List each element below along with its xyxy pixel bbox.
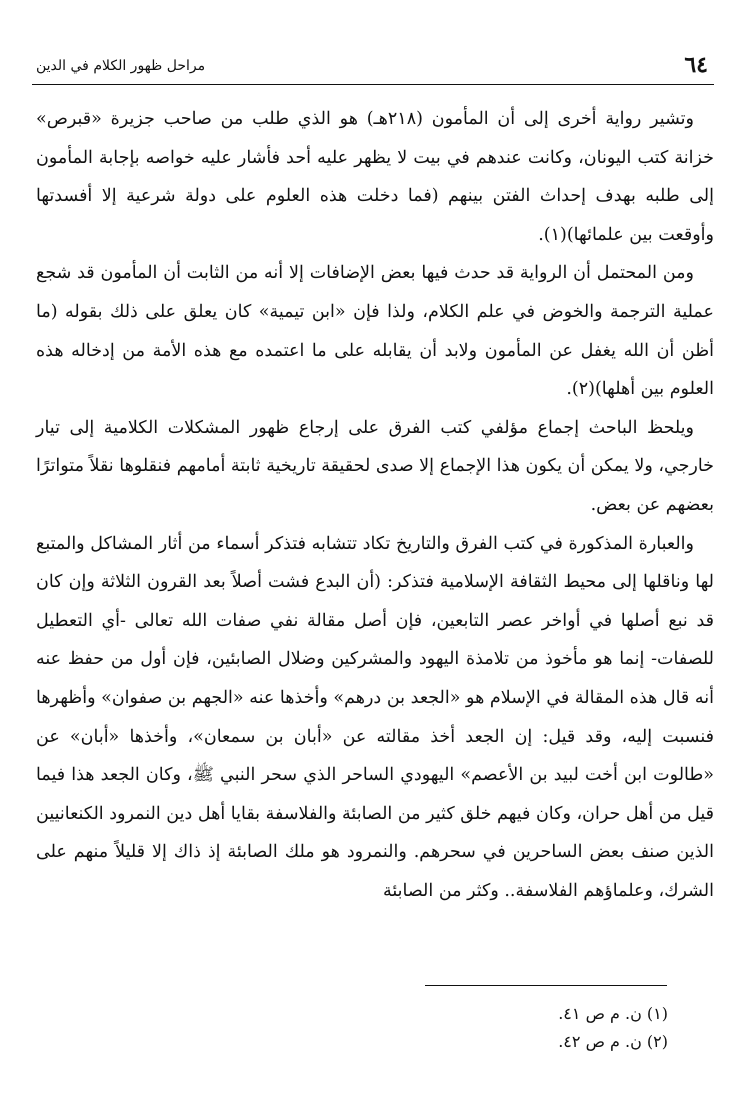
running-title: مراحل ظهور الكلام في الدين [36,58,206,74]
paragraph: وتشير رواية أخرى إلى أن المأمون (٢١٨هـ) هو الذي طلب من صاحب جزيرة «قبرص» خزانة كتب اليونان، وكانت عندهم في بيت لا يظهر عليه أحد فأشار عليه خواصه بإجابة المأمون إلى طلبه بهدف إحداث الفتن بينهم (فما دخلت هذه العلوم على دولة شرعية إلا أفسدتها وأوقعت بين علمائها)(١). [36,109,714,245]
footnote: (٢) ن. م ص ٤٢. [558,1032,668,1051]
body-text [36,100,714,910]
paragraph: ويلحظ الباحث إجماع مؤلفي كتب الفرق على إرجاع ظهور المشكلات الكلامية إلى تيار خارجي، ولا يمكن أن يكون هذا الإجماع إلا صدى لحقيقة تاريخية ثابتة أمامهم فنقلوها نقلاً متواترًا بعضهم عن بعض. [36,417,714,515]
footnotes [558,1000,668,1056]
footnote: (١) ن. م ص ٤١. [558,1004,668,1023]
page-number: ٦٤ [684,52,708,78]
paragraph: ومن المحتمل أن الرواية قد حدث فيها بعض الإضافات إلا أنه من الثابت أن المأمون قد شجع عملية الترجمة والخوض في علم الكلام، ولذا فإن «ابن تيمية» كان يعلق على ذلك بقوله (ما أظن أن الله يغفل عن المأمون ولابد أن يقابله على ما اعتمده مع هذه الأمة من إدخاله هذه العلوم بين أهلها)(٢). [36,263,714,400]
footnote-separator [425,985,667,986]
paragraph: والعبارة المذكورة في كتب الفرق والتاريخ تكاد تتشابه فتذكر أسماء من أثار المشاكل والمتبع لها وناقلها إلى محيط الثقافة الإسلامية فتذكر: (أن البدع فشت أصلاً بعد القرون الثلاثة وإن كان قد نبع أصلها في أواخر عصر التابعين، فإن أصل مقالة نفي صفات الله تعالى -أي التعطيل للصفات- إنما هو مأخوذ من تلامذة اليهود والمشركين وضلال الصابئين، فإن أول من حفظ عنه أنه قال هذه المقالة في الإسلام هو «الجعد بن درهم» وأخذها عنه «الجهم بن صفوان» وأظهرها فنسبت إليه، وقد قيل: إن الجعد أخذ مقالته عن «أبان بن سمعان»، وأخذها «أبان» عن «طالوت ابن أخت لبيد بن الأعصم» اليهودي الساحر الذي سحر النبي ﷺ، وكان الجعد هذا فيما قيل من أهل حران، وكان فيهم خلق كثير من الصابئة والفلاسفة بقايا أهل دين النمرود الكنعانيين الذين صنف بعض الساحرين في سحرهم. والنمرود هو ملك الصابئة إذ ذاك إلا قليلاً منهم على الشرك، وعلماؤهم الفلاسفة.. وكثر من الصابئة [36,533,714,901]
page-header [32,50,714,85]
